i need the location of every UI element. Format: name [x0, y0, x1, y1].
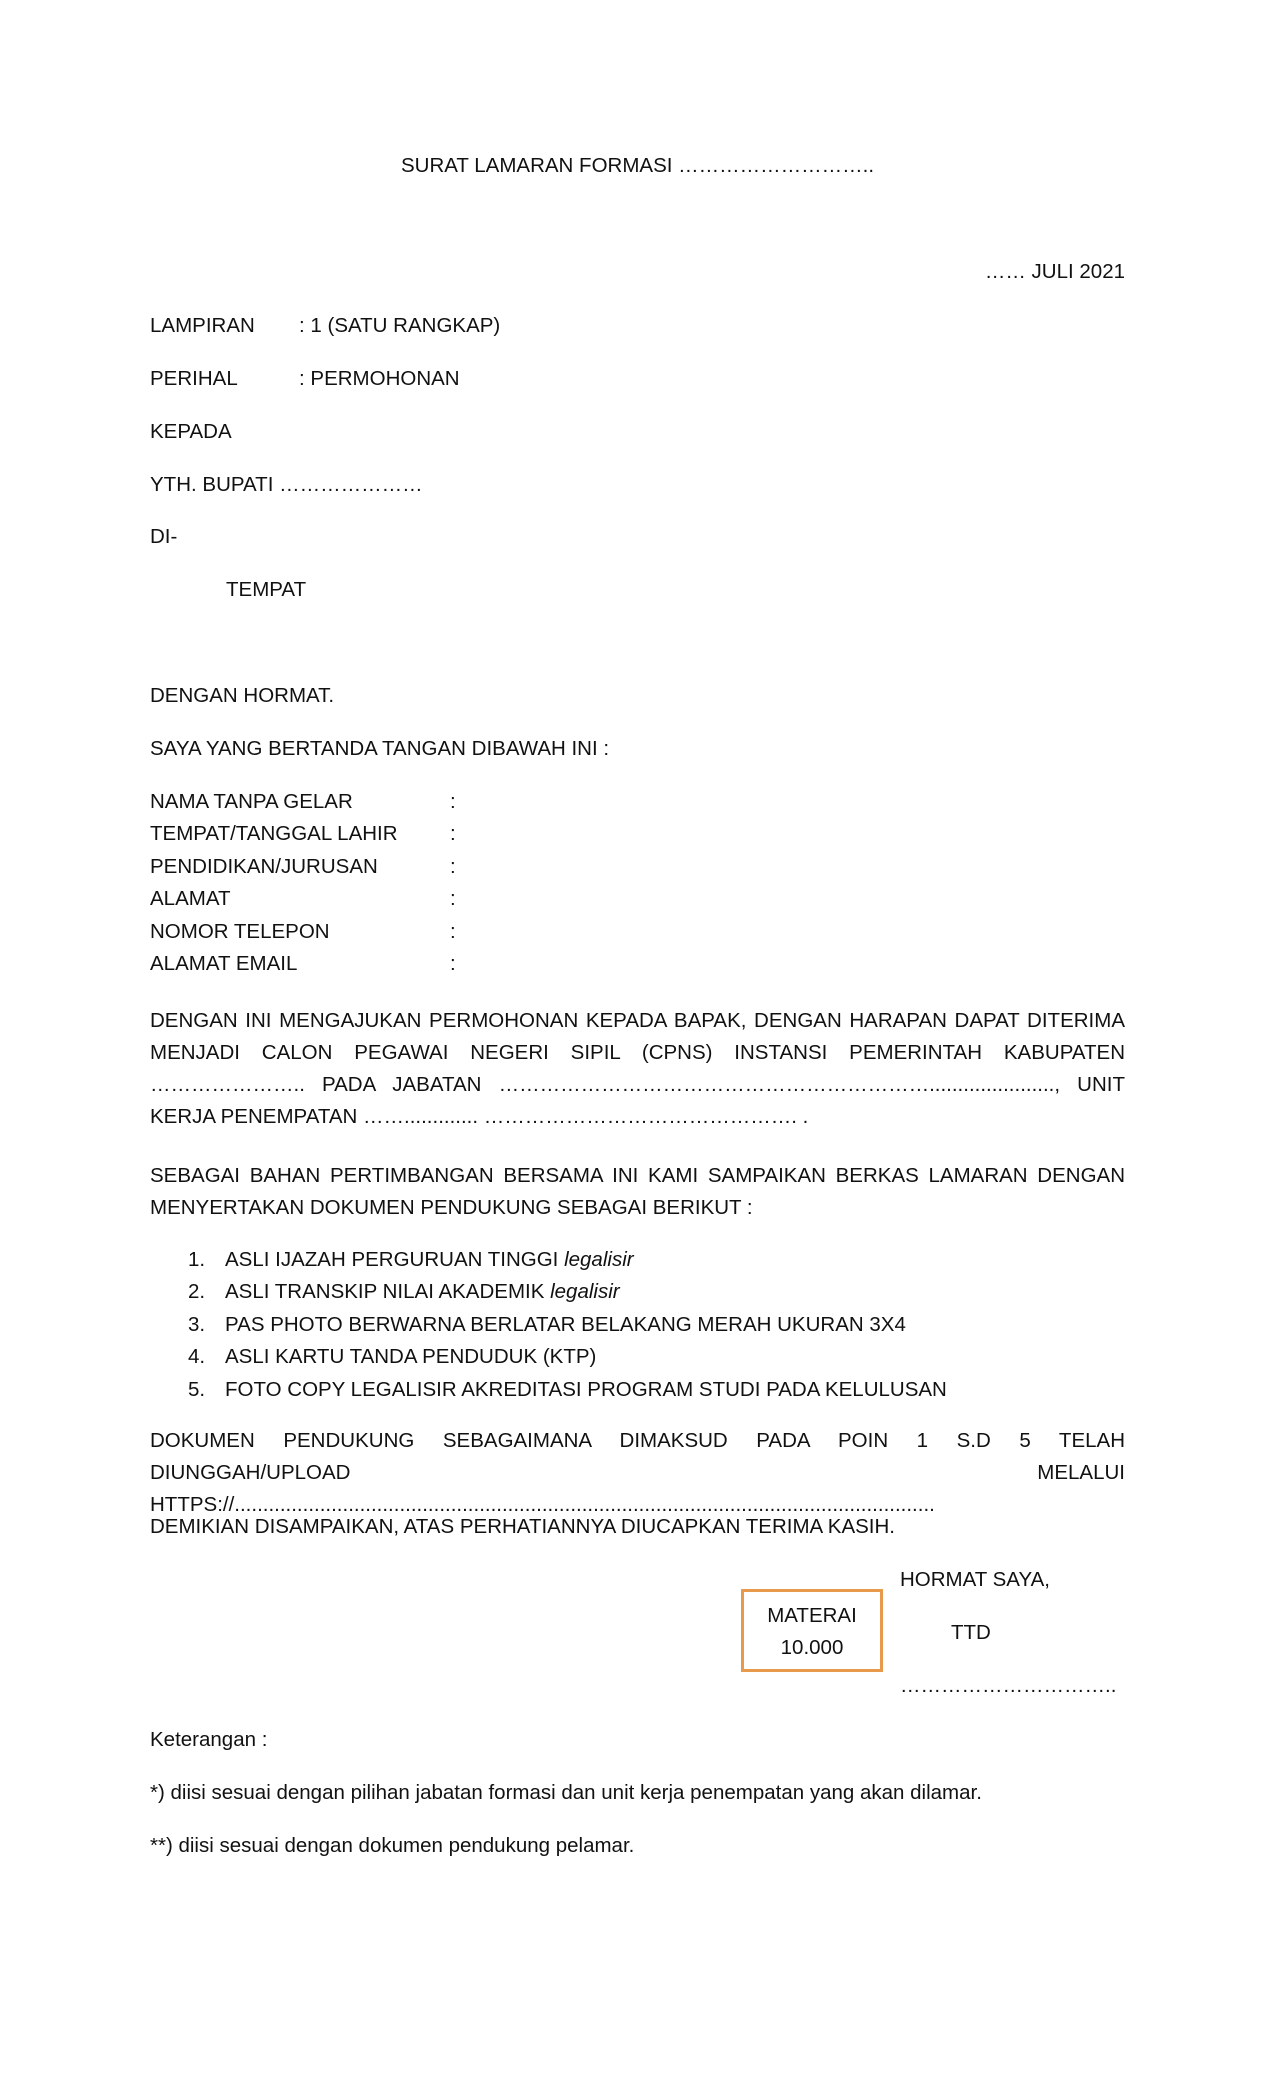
field-label: NOMOR TELEPON	[150, 919, 330, 943]
recipient-bupati: YTH. BUPATI …………………	[150, 473, 423, 496]
materai-amount: 10.000	[780, 1636, 844, 1659]
application-paragraph: DENGAN INI MENGAJUKAN PERMOHONAN KEPADA BAPAK, DENGAN HARAPAN DAPAT DITERIMA MENJADI CALON PEGAWAI NEGERI SIPIL (CPNS) INSTANSI PEMERINTAH KABUPATEN ………………….. PADA JABATAN ………………………………………………………......................, UNIT KERJA PENEMPATAN ……............. ………………………………………. .	[150, 1009, 1125, 1128]
letter-title: SURAT LAMARAN FORMASI ………………………..	[400, 154, 875, 177]
field-colon: :	[450, 887, 456, 911]
materai-stamp-box	[741, 1589, 883, 1672]
documents-intro: SEBAGAI BAHAN PERTIMBANGAN BERSAMA INI KAMI SAMPAIKAN BERKAS LAMARAN DENGAN MENYERTAKAN DOKUMEN PENDUKUNG SEBAGAI BERIKUT :	[150, 1164, 1125, 1219]
keterangan-heading: Keterangan :	[150, 1728, 268, 1751]
item-number: 1.	[188, 1248, 206, 1271]
field-colon: :	[450, 822, 456, 846]
closing-text: DEMIKIAN DISAMPAIKAN, ATAS PERHATIANNYA DIUCAPKAN TERIMA KASIH.	[150, 1515, 895, 1538]
perihal-label: PERIHAL	[150, 367, 238, 390]
field-label: TEMPAT/TANGGAL LAHIR	[150, 822, 398, 846]
field-colon: :	[450, 919, 456, 943]
field-label: NAMA TANPA GELAR	[150, 790, 353, 813]
intro-text: SAYA YANG BERTANDA TANGAN DIBAWAH INI :	[150, 737, 610, 760]
field-label: PENDIDIKAN/JURUSAN	[150, 854, 378, 878]
recipient-tempat: TEMPAT	[226, 578, 307, 601]
lampiran-value: : 1 (SATU RANGKAP)	[299, 314, 501, 337]
field-colon: :	[450, 951, 456, 975]
perihal-value: : PERMOHONAN	[299, 367, 460, 390]
hormat-saya: HORMAT SAYA,	[900, 1568, 1050, 1591]
item-number: 5.	[188, 1377, 206, 1401]
upload-paragraph: DOKUMEN PENDUKUNG SEBAGAIMANA DIMAKSUD PADA POIN 1 S.D 5 TELAH DIUNGGAH/UPLOAD MELALUI HTTPS://...........................................................................................................................	[150, 1429, 1125, 1516]
item-number: 2.	[188, 1280, 206, 1304]
salutation: DENGAN HORMAT.	[150, 684, 335, 707]
field-colon: :	[450, 854, 456, 878]
item-text: ASLI KARTU TANDA PENDUDUK (KTP)	[225, 1345, 597, 1369]
note-1: *) diisi sesuai dengan pilihan jabatan formasi dan unit kerja penempatan yang akan dilamar.	[150, 1781, 982, 1804]
note-2: **) diisi sesuai dengan dokumen pendukung pelamar.	[150, 1834, 635, 1857]
letter-date: …… JULI 2021	[984, 260, 1125, 283]
signature-line: …………………………..	[900, 1674, 1117, 1697]
item-number: 4.	[188, 1345, 206, 1369]
item-text: ASLI IJAZAH PERGURUAN TINGGI	[225, 1248, 565, 1271]
field-colon: :	[450, 790, 456, 813]
item-italic: legalisir	[564, 1248, 634, 1271]
ttd-text: TTD	[951, 1621, 991, 1644]
item-italic: legalisir	[550, 1280, 620, 1304]
field-label: ALAMAT EMAIL	[150, 951, 298, 975]
field-label: ALAMAT	[150, 887, 231, 911]
lampiran-label: LAMPIRAN	[150, 314, 255, 337]
recipient-di: DI-	[150, 525, 178, 548]
item-text: FOTO COPY LEGALISIR AKREDITASI PROGRAM STUDI PADA KELULUSAN	[225, 1377, 947, 1401]
item-text: ASLI TRANSKIP NILAI AKADEMIK	[225, 1280, 551, 1304]
recipient-kepada: KEPADA	[150, 420, 232, 443]
item-number: 3.	[188, 1312, 206, 1336]
item-text: PAS PHOTO BERWARNA BERLATAR BELAKANG MERAH UKURAN 3X4	[225, 1312, 906, 1336]
materai-label: MATERAI	[767, 1604, 857, 1627]
